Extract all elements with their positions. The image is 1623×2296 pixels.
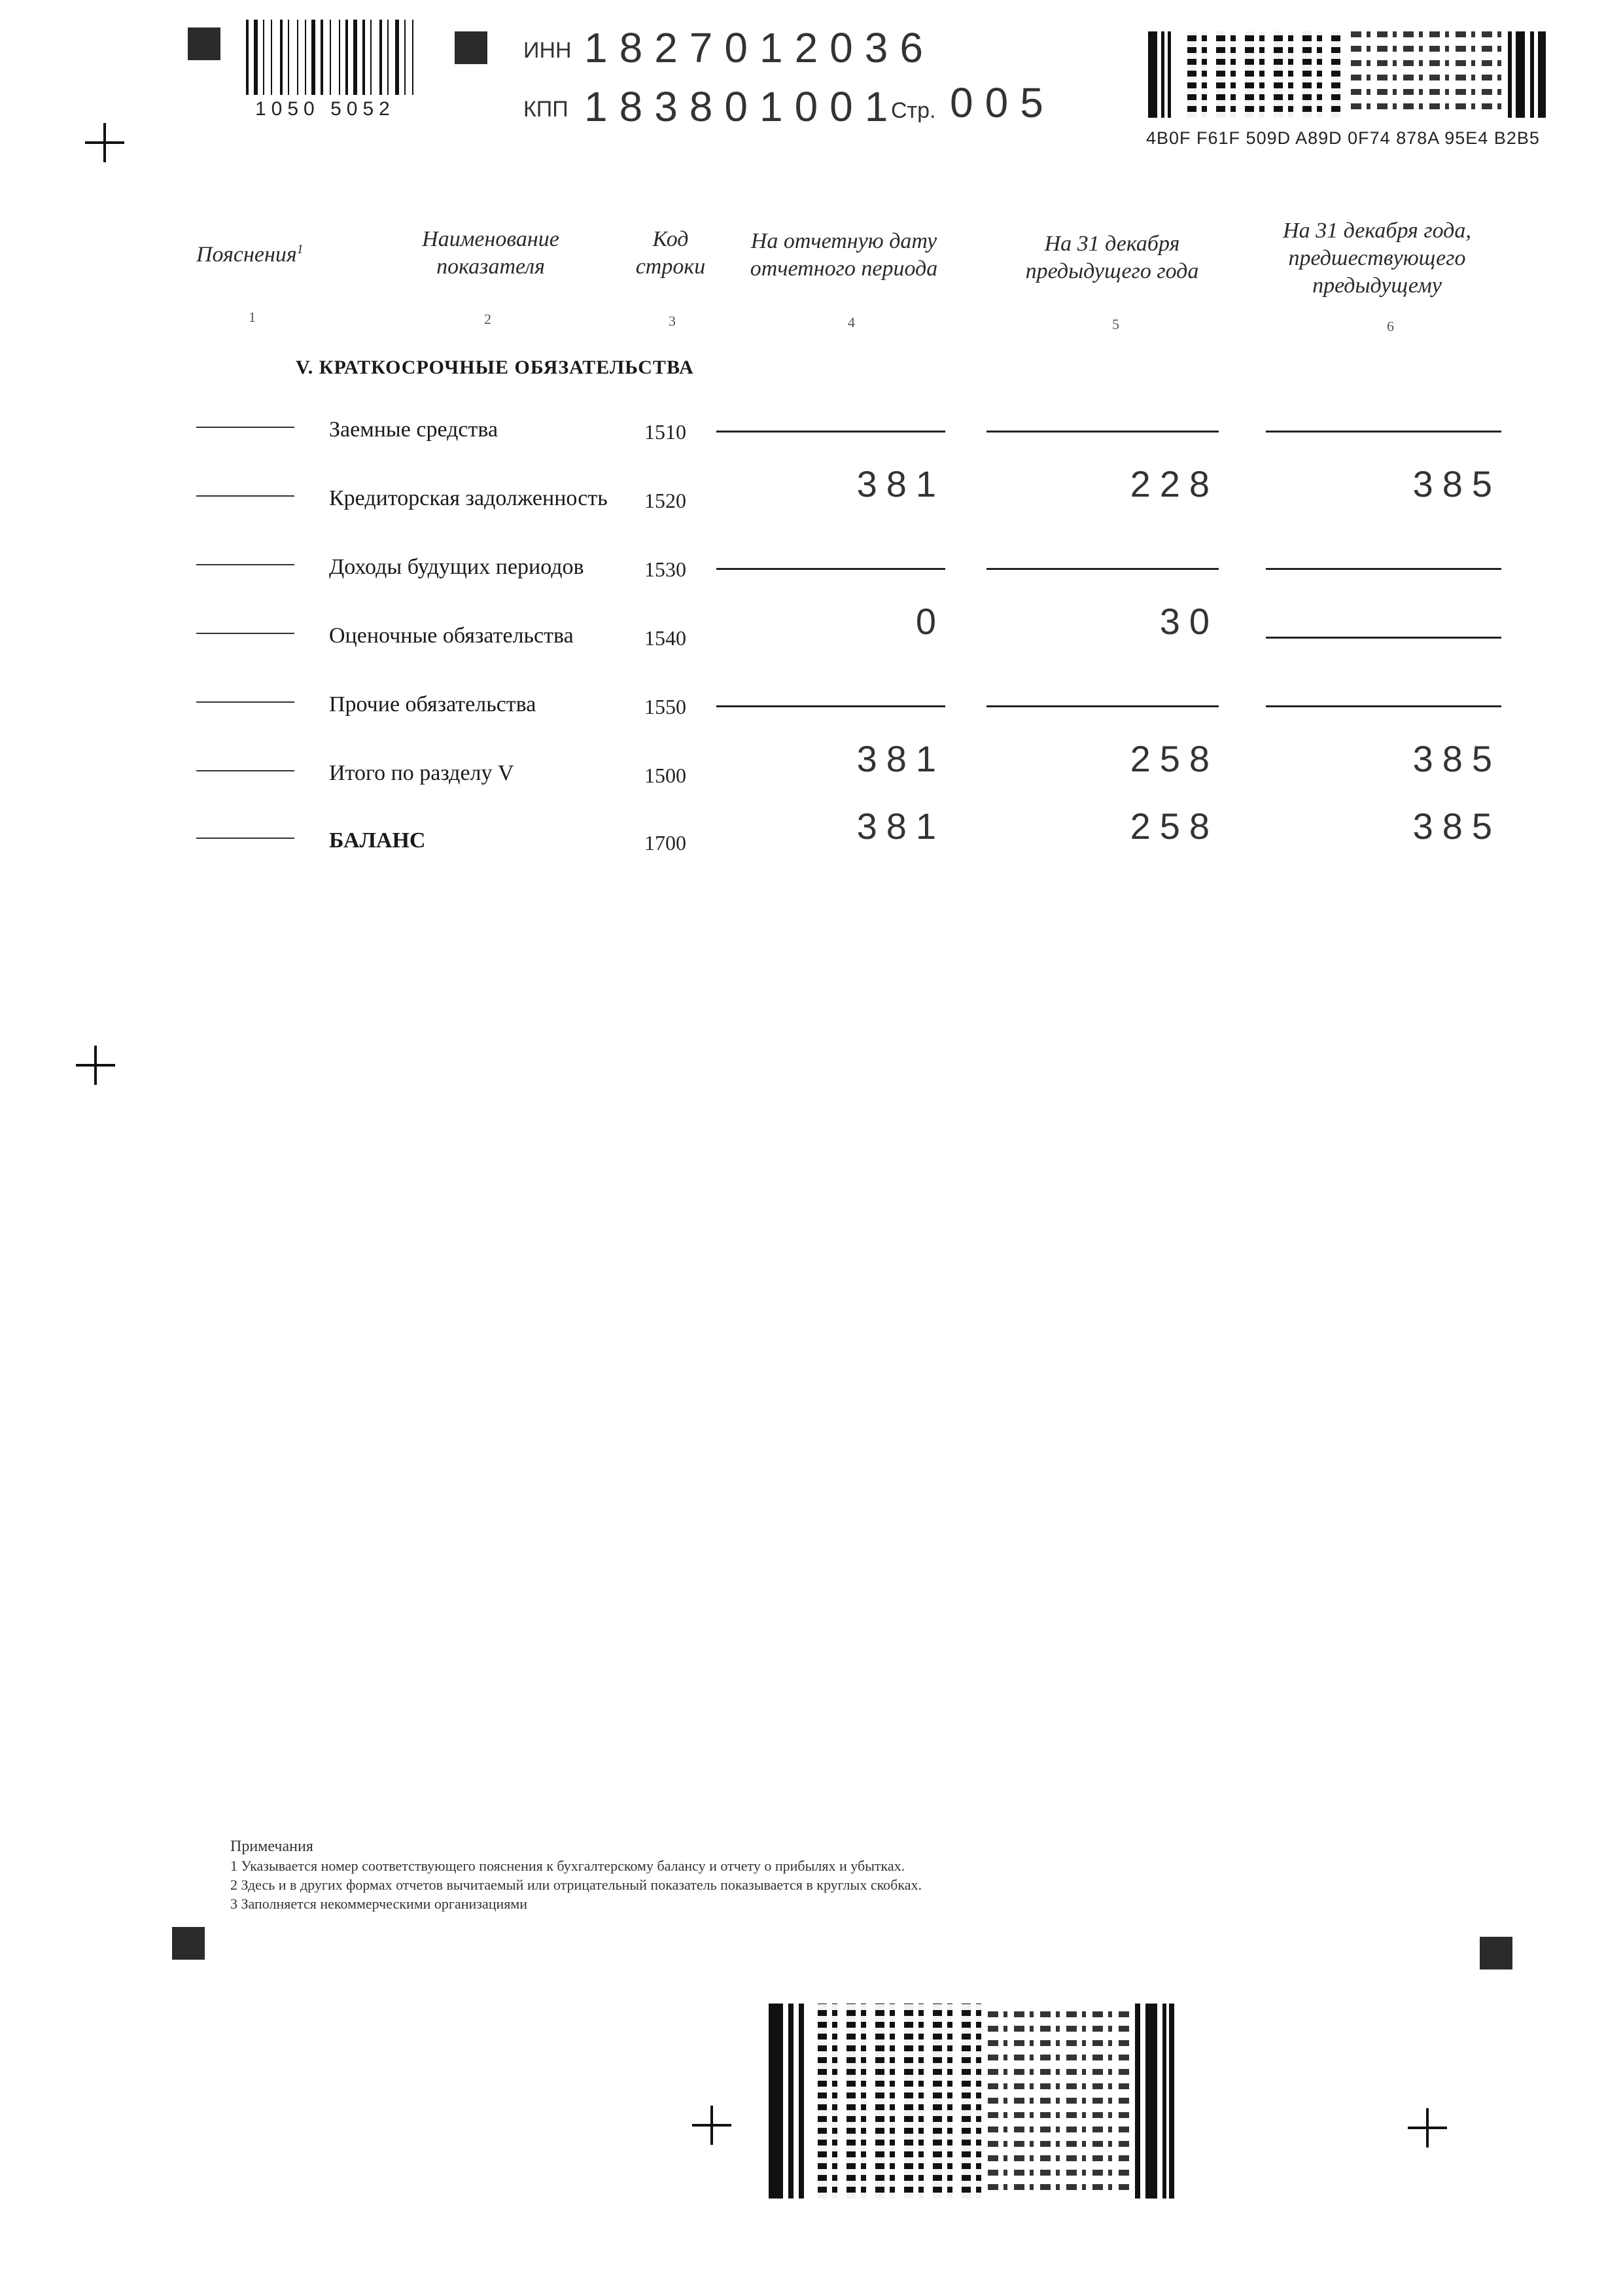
- row-line-code: 1520: [644, 489, 686, 512]
- row-value-v5: 258: [1130, 738, 1219, 779]
- barcode-bar: [379, 20, 382, 95]
- row-value-v6: 385: [1412, 805, 1501, 847]
- barcode-bar: [311, 20, 315, 95]
- explanation-blank-dash: [196, 838, 294, 839]
- barcode-bar: [263, 20, 264, 95]
- column-header-line: предыдущему: [1312, 274, 1442, 298]
- column-header-line: На 31 декабря года,: [1283, 219, 1471, 243]
- empty-value-line: [1266, 568, 1501, 570]
- column-header-line: строки: [635, 255, 706, 279]
- registration-cross-icon: [76, 1046, 115, 1085]
- row-value-v5: 30: [1159, 601, 1219, 642]
- column-header-line: предшествующего: [1288, 246, 1466, 270]
- top-2d-barcode: [1148, 31, 1546, 118]
- column-header-reporting-date: [726, 228, 962, 283]
- bottom-2d-barcode: [769, 2004, 1174, 2199]
- column-number: 5: [1112, 316, 1119, 332]
- column-header-line: На отчетную дату: [750, 229, 937, 253]
- document-hash-code: 4B0F F61F 509D A89D 0F74 878A 95E4 B2B5: [1146, 128, 1540, 148]
- barcode-bar: [339, 20, 340, 95]
- barcode-bar: [297, 20, 298, 95]
- linear-barcode: [246, 20, 426, 95]
- row-indicator-name: Итого по разделу V: [329, 761, 514, 785]
- registration-cross-icon: [692, 2106, 731, 2145]
- column-header-line-code: [628, 226, 713, 281]
- barcode-bar: [404, 20, 406, 95]
- barcode-bar: [246, 20, 249, 95]
- column-header-previous-year: [1001, 230, 1223, 285]
- column-header-line: Наименование: [422, 227, 559, 251]
- footnote-marker: 1: [296, 242, 304, 256]
- column-header-indicator-name: [393, 226, 589, 281]
- column-header-line: На 31 декабря: [1044, 232, 1180, 256]
- corner-marker-top-left: [188, 27, 220, 60]
- column-header-explanations-label: Пояснения: [196, 242, 297, 267]
- kpp-label: КПП: [523, 97, 568, 122]
- barcode-bar: [395, 20, 399, 95]
- notes-title: Примечания: [230, 1838, 313, 1855]
- empty-value-line: [986, 568, 1219, 570]
- explanation-blank-dash: [196, 633, 294, 634]
- kpp-value: 183801001: [584, 83, 900, 130]
- empty-value-line: [716, 431, 945, 433]
- explanation-blank-dash: [196, 770, 294, 771]
- explanation-blank-dash: [196, 495, 294, 497]
- registration-cross-icon: [1408, 2108, 1447, 2147]
- registration-cross-icon: [85, 123, 124, 162]
- barcode-bar: [362, 20, 365, 95]
- barcode-bar: [412, 20, 413, 95]
- empty-value-line: [716, 705, 945, 707]
- barcode-bar: [280, 20, 283, 95]
- explanation-blank-dash: [196, 701, 294, 703]
- section-title: V. КРАТКОСРОЧНЫЕ ОБЯЗАТЕЛЬСТВА: [296, 357, 694, 378]
- empty-value-line: [1266, 431, 1501, 433]
- barcode-bar: [254, 20, 258, 95]
- column-number: 3: [669, 313, 676, 329]
- barcode-bar: [345, 20, 348, 95]
- empty-value-line: [986, 431, 1219, 433]
- corner-marker-bottom-right: [1480, 1937, 1512, 1969]
- barcode-bar: [330, 20, 331, 95]
- barcode-number: 1050 5052: [255, 98, 395, 120]
- row-line-code: 1510: [644, 420, 686, 444]
- inn-value: 1827012036: [584, 24, 935, 71]
- note-item: 1 Указывается номер соответствующего пояснения к бухгалтерскому балансу и отчету о прибылях и убытках.: [230, 1858, 905, 1874]
- column-header-line: предыдущего года: [1025, 259, 1199, 283]
- empty-value-line: [1266, 637, 1501, 639]
- barcode-bar: [271, 20, 272, 95]
- row-indicator-name: Кредиторская задолженность: [329, 486, 608, 510]
- explanation-blank-dash: [196, 427, 294, 428]
- row-value-v5: 258: [1130, 805, 1219, 847]
- column-number: 4: [848, 314, 855, 330]
- row-indicator-name: БАЛАНС: [329, 828, 426, 853]
- empty-value-line: [1266, 705, 1501, 707]
- row-value-v4: 0: [915, 601, 945, 642]
- page-number: 005: [950, 79, 1055, 126]
- column-header-explanations: [196, 236, 334, 268]
- row-value-v4: 381: [856, 805, 945, 847]
- row-value-v4: 381: [856, 463, 945, 504]
- row-value-v6: 385: [1412, 738, 1501, 779]
- note-item: 2 Здесь и в других формах отчетов вычитаемый или отрицательный показатель показывается в круглых скобках.: [230, 1877, 922, 1893]
- barcode-bar: [305, 20, 306, 95]
- row-line-code: 1500: [644, 764, 686, 787]
- column-number: 2: [484, 311, 491, 327]
- barcode-bar: [353, 20, 357, 95]
- row-value-v6: 385: [1412, 463, 1501, 504]
- column-number: 1: [249, 309, 256, 325]
- empty-value-line: [986, 705, 1219, 707]
- barcode-bar: [387, 20, 389, 95]
- corner-marker-top-middle: [455, 31, 487, 64]
- row-indicator-name: Оценочные обязательства: [329, 624, 574, 648]
- explanation-blank-dash: [196, 564, 294, 565]
- row-line-code: 1700: [644, 831, 686, 855]
- column-header-line: Код: [652, 227, 689, 251]
- row-line-code: 1550: [644, 695, 686, 718]
- page-label: Стр.: [891, 98, 936, 123]
- note-item: 3 Заполняется некоммерческими организациями: [230, 1896, 528, 1912]
- row-indicator-name: Заемные средства: [329, 417, 498, 442]
- column-header-line: показателя: [436, 255, 545, 279]
- column-header-year-before-previous: [1253, 217, 1501, 300]
- column-number: 6: [1387, 318, 1394, 334]
- column-header-line: отчетного периода: [750, 256, 938, 281]
- barcode-bar: [370, 20, 372, 95]
- row-value-v5: 228: [1130, 463, 1219, 504]
- empty-value-line: [716, 568, 945, 570]
- row-line-code: 1530: [644, 557, 686, 581]
- barcode-bar: [288, 20, 289, 95]
- row-line-code: 1540: [644, 626, 686, 650]
- row-indicator-name: Доходы будущих периодов: [329, 555, 584, 579]
- row-value-v4: 381: [856, 738, 945, 779]
- inn-label: ИНН: [523, 38, 572, 63]
- corner-marker-bottom-left: [172, 1927, 205, 1960]
- row-indicator-name: Прочие обязательства: [329, 692, 536, 716]
- notes-block: [230, 1837, 922, 1913]
- barcode-bar: [321, 20, 323, 95]
